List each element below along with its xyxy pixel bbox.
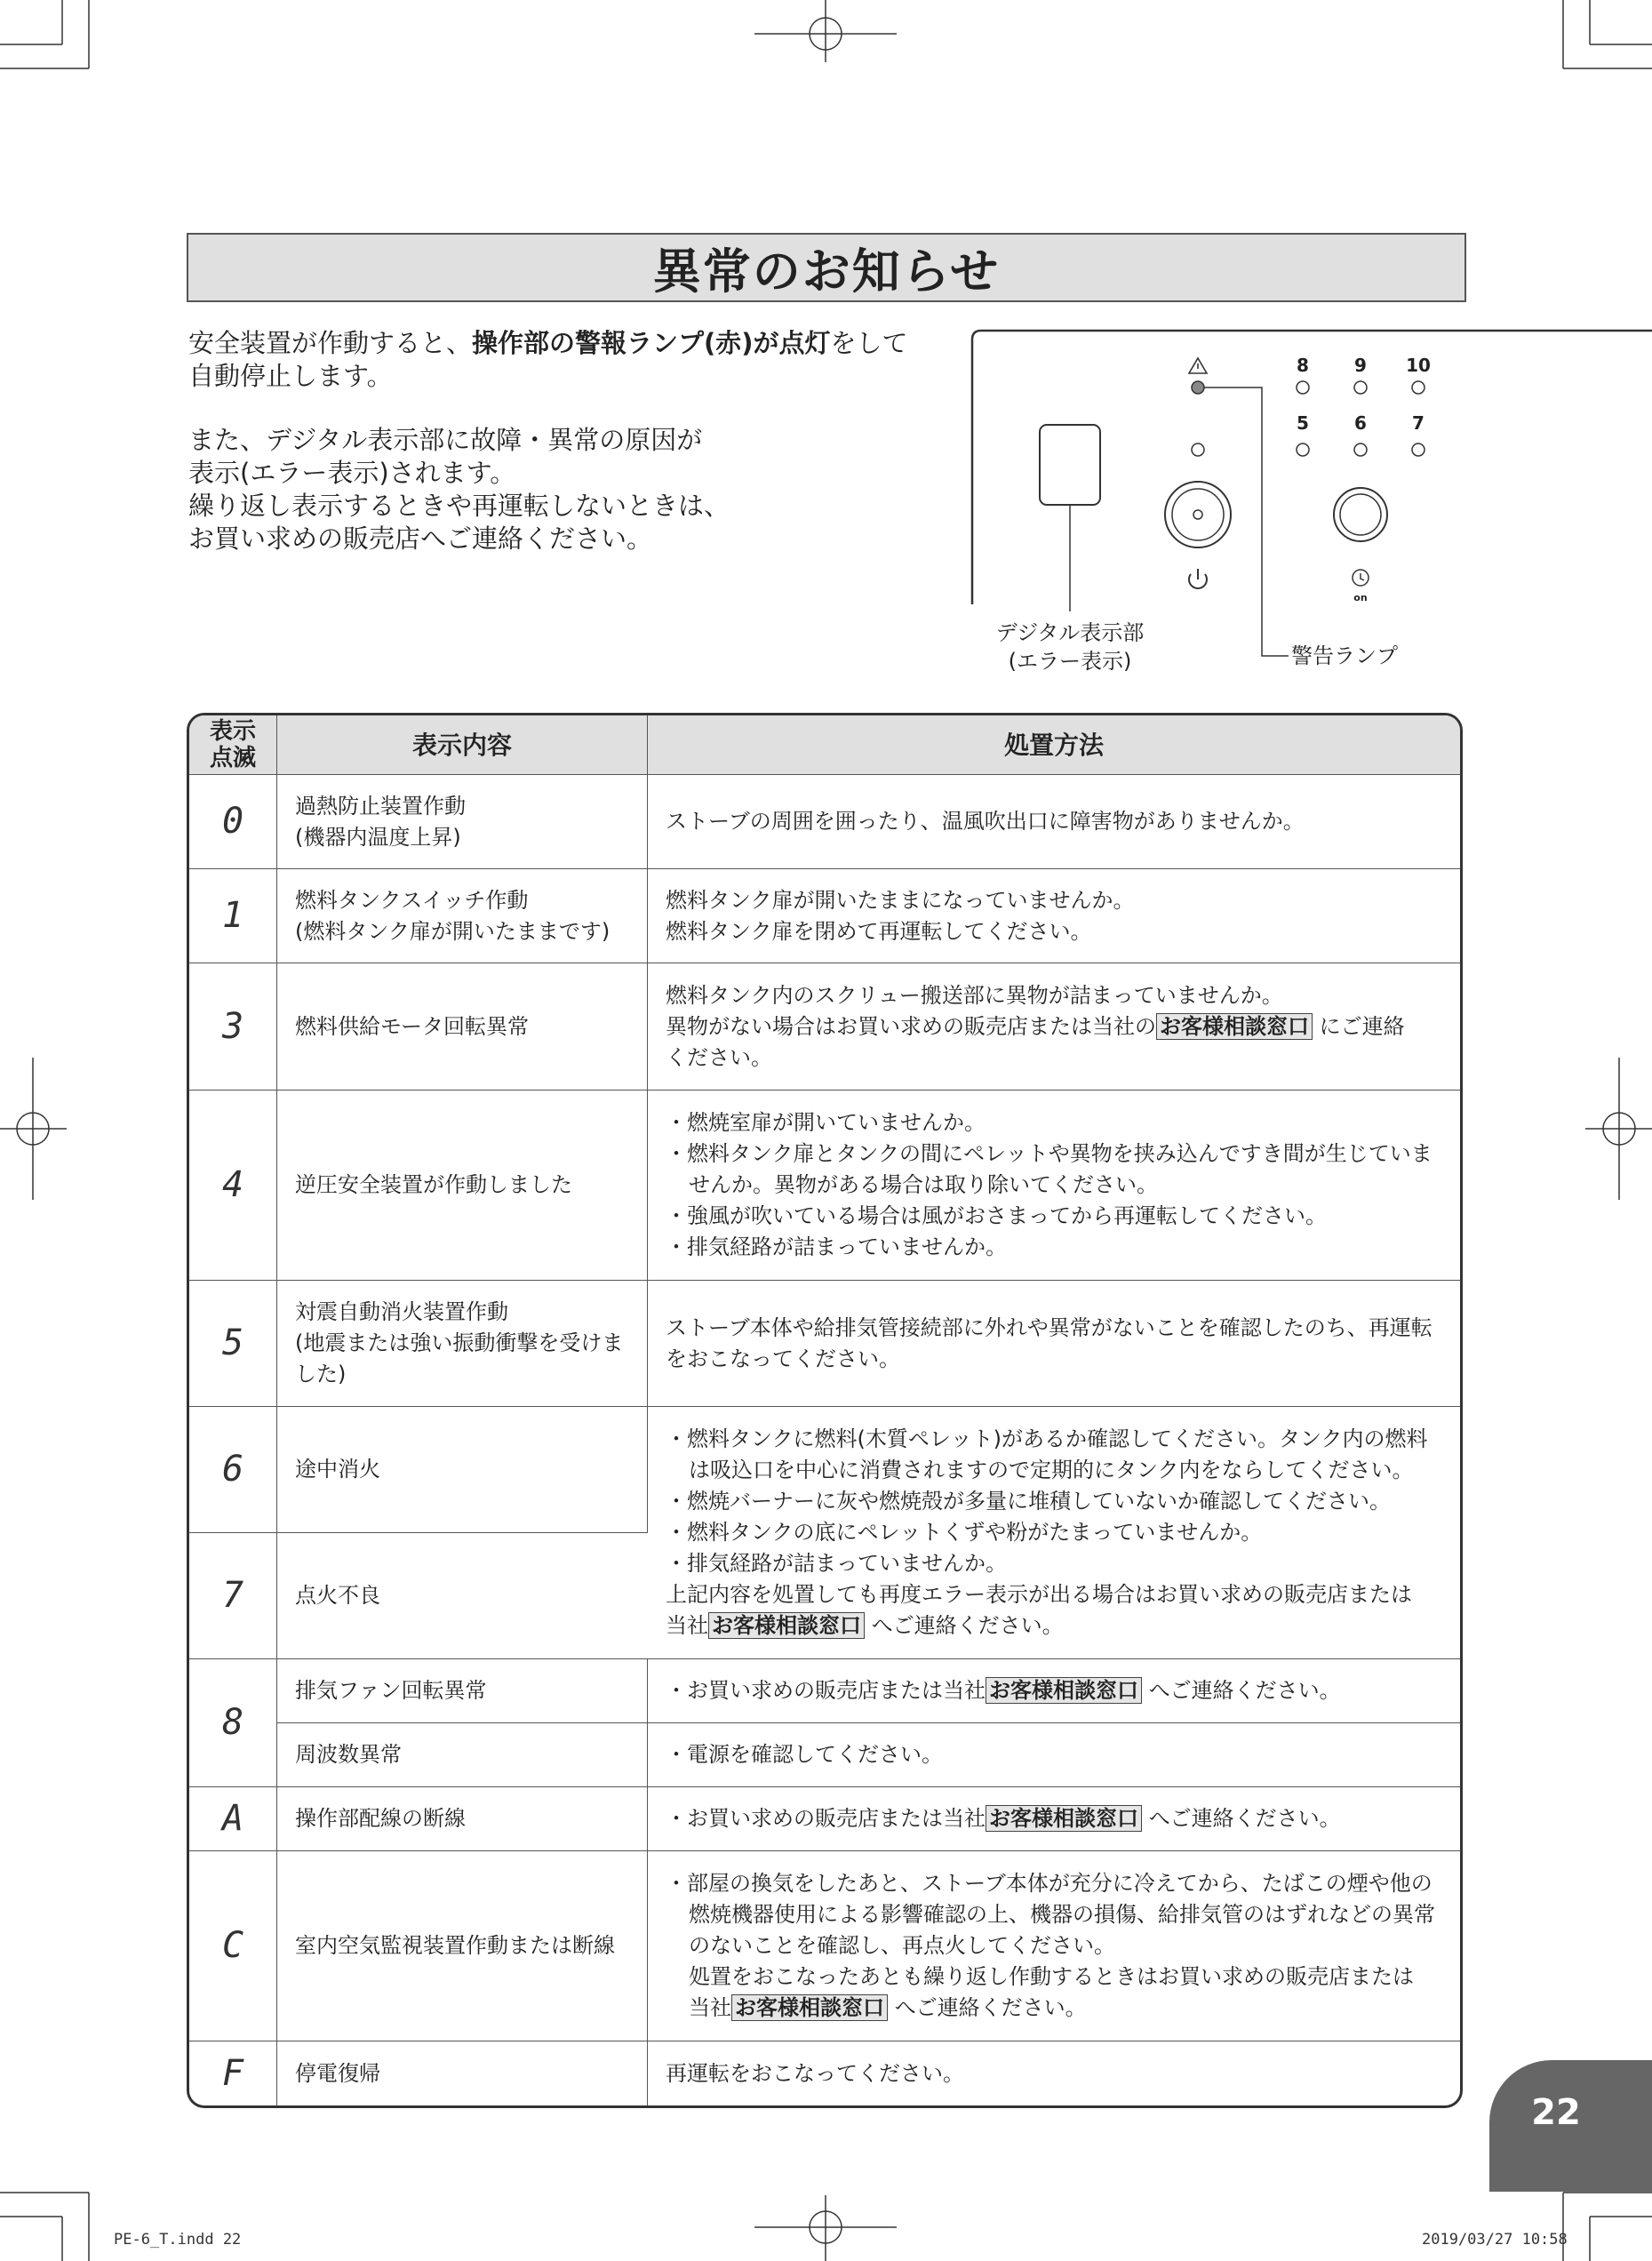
lamp-number-5: 5 (1297, 412, 1309, 434)
lamp-number-8: 8 (1297, 355, 1309, 376)
error-content: 過熱防止装置作動 (機器内温度上昇) (277, 775, 648, 869)
table-row (189, 1281, 1460, 1407)
lamp-number-7: 7 (1412, 412, 1425, 434)
error-action-shared: ・燃料タンクに燃料(木質ペレット)があるか確認してください。タンク内の燃料は吸込口を中心に消費されますので定期的にタンク内をならしてください。 ・燃焼バーナーに灰や燃焼殻が多量に堆積していないか確認してください。 ・燃料タンクの底にペレットくずや粉がたまっていませんか。 ・排気経路が詰まっていませんか。 上記内容を処置しても再度エラー表示が出る場合はお買い求めの販売店または 当社 お客様相談窓口 へご連絡ください。 (648, 1407, 1460, 1659)
error-code: F (189, 2041, 277, 2105)
error-action: 燃料タンク扉が開いたままになっていませんか。 燃料タンク扉を閉めて再運転してください。 (648, 869, 1460, 963)
footer-timestamp: 2019/03/27 10:58 (1422, 2231, 1568, 2249)
error-action (648, 1091, 1460, 1281)
control-panel-diagram (969, 327, 1652, 683)
contact-desk-badge: お客様相談窓口 (1156, 1013, 1313, 1040)
error-content: 停電復帰 (277, 2041, 648, 2105)
display-label-line-1: デジタル表示部 (995, 620, 1145, 645)
bullet-item: ・排気経路が詰まっていませんか。 (666, 1551, 1007, 1576)
page-number-tab (1489, 2060, 1652, 2192)
table-row (189, 1723, 1460, 1787)
table-row (189, 1787, 1460, 1851)
contact-desk-badge: お客様相談窓口 (731, 1994, 888, 2021)
error-action: 燃料タンク内のスクリュー搬送部に異物が詰まっていませんか。 異物がない場合はお買い求めの販売店または当社の お客様相談窓口 にご連絡 ください。 (648, 963, 1460, 1091)
bullet-item: ・燃焼室扉が開いていませんか。 (666, 1110, 986, 1135)
error-content: 燃料供給モータ回転異常 (277, 963, 648, 1091)
error-code: 3 (189, 963, 277, 1091)
table-row (189, 869, 1460, 963)
error-code: 6 (189, 1407, 277, 1533)
error-content: 逆圧安全装置が作動しました (277, 1091, 648, 1281)
error-content: 対震自動消火装置作動 (地震または強い振動衝撃を受けました) (277, 1281, 648, 1407)
table-row (189, 2041, 1460, 2105)
error-code: A (189, 1787, 277, 1851)
error-action: ストーブの周囲を囲ったり、温風吹出口に障害物がありませんか。 (648, 775, 1460, 869)
lamp-number-10: 10 (1406, 355, 1431, 376)
contact-desk-badge: お客様相談窓口 (708, 1612, 865, 1639)
timer-icon (1353, 570, 1369, 586)
footer-filename: PE-6_T.indd 22 (114, 2231, 242, 2249)
table-row (189, 1659, 1460, 1723)
digital-display-window (1040, 425, 1100, 505)
header-content: 表示内容 (277, 715, 648, 775)
bullet-item: ・燃料タンクの底にペレットくずや粉がたまっていませんか。 (666, 1520, 1263, 1545)
error-content: 排気ファン回転異常 (277, 1659, 648, 1723)
page-number: 22 (1531, 2092, 1581, 2133)
warning-lamp-emphasis: 操作部の警報ランプ(赤)が点灯 (472, 328, 831, 358)
error-code: 5 (189, 1281, 277, 1407)
error-action: 再運転をおこなってください。 (666, 2060, 964, 2086)
lamp-number-9: 9 (1354, 355, 1367, 376)
error-code: 7 (189, 1533, 277, 1659)
error-action: ・電源を確認してください。 (648, 1723, 1460, 1787)
warning-triangle-icon (1189, 358, 1207, 373)
error-code: C (189, 1851, 277, 2041)
error-code-table (187, 713, 1463, 2108)
table-header-row (189, 715, 1460, 775)
display-label-line-2: (エラー表示) (1008, 649, 1132, 674)
contact-desk-badge: お客様相談窓口 (986, 1805, 1142, 1832)
error-content: 周波数異常 (277, 1723, 648, 1787)
error-code: 8 (189, 1659, 277, 1787)
warning-lamp-label: 警告ランプ (1291, 643, 1398, 668)
intro-text (188, 327, 917, 587)
error-code: 0 (189, 775, 277, 869)
timer-on-label: on (1353, 592, 1368, 603)
contact-desk-badge: お客様相談窓口 (986, 1677, 1142, 1704)
error-content: 操作部配線の断線 (277, 1787, 648, 1851)
power-icon (1189, 569, 1207, 588)
power-button (1165, 482, 1231, 547)
bullet-item: ・燃焼バーナーに灰や燃焼殻が多量に堆積していないか確認してください。 (666, 1489, 1391, 1514)
table-row (189, 963, 1460, 1091)
intro-paragraph-2: また、デジタル表示部に故障・異常の原因が 表示(エラー表示)されます。 繰り返し表示するときや再運転しないときは、 お買い求めの販売店へご連絡ください。 (188, 425, 730, 554)
error-content: 室内空気監視装置作動または断線 (277, 1851, 648, 2041)
bullet-item: ・燃料タンクに燃料(木質ペレット)があるか確認してください。タンク内の燃料は吸込口を中心に消費されますので定期的にタンク内をならしてください。 (666, 1426, 1428, 1482)
intro-paragraph-1: 安全装置が作動すると、操作部の警報ランプ(赤)が点灯をして 自動停止します。 (188, 328, 908, 391)
error-content: 途中消火 (277, 1407, 648, 1533)
bullet-item: ・部屋の換気をしたあと、ストーブ本体が充分に冷えてから、たばこの煙や他の燃焼機器使用による影響確認の上、機器の損傷、給排気管のはずれなどの異常のないことを確認し、再点火してください。 (666, 1871, 1435, 1958)
page-title: 異常のお知らせ (187, 233, 1466, 302)
bullet-item: ・排気経路が詰まっていませんか。 (666, 1234, 1007, 1259)
header-action: 処置方法 (648, 715, 1460, 775)
lamp-number-6: 6 (1354, 412, 1367, 434)
error-content: 燃料タンクスイッチ作動 (燃料タンク扉が開いたままです) (277, 869, 648, 963)
bullet-item: ・燃料タンク扉とタンクの間にペレットや異物を挟み込んですき間が生じていませんか。異物がある場合は取り除いてください。 (666, 1141, 1433, 1197)
table-row (189, 775, 1460, 869)
power-lamp (1192, 443, 1204, 456)
bullet-item: ・強風が吹いている場合は風がおさまってから再運転してください。 (666, 1203, 1327, 1228)
timer-button (1334, 488, 1387, 541)
header-code: 表示 点滅 (189, 715, 277, 775)
error-code: 1 (189, 869, 277, 963)
error-action: ・お買い求めの販売店または当社 お客様相談窓口 へご連絡ください。 (648, 1787, 1460, 1851)
table-row (189, 1407, 1460, 1533)
error-action: ストーブ本体や給排気管接続部に外れや異常がないことを確認したのち、再運転をおこなってください。 (648, 1281, 1460, 1407)
warning-lamp (1192, 381, 1204, 394)
error-content: 点火不良 (277, 1533, 648, 1659)
error-action: ・部屋の換気をしたあと、ストーブ本体が充分に冷えてから、たばこの煙や他の燃焼機器使用による影響確認の上、機器の損傷、給排気管のはずれなどの異常のないことを確認し、再点火してください。 処置をおこなったあとも繰り返し作動するときはお買い求めの販売店または 当社 お客様相談窓口 へご連絡ください。 (648, 1851, 1460, 2041)
table-row (189, 1851, 1460, 2041)
error-code: 4 (189, 1091, 277, 1281)
error-action: ・お買い求めの販売店または当社 お客様相談窓口 へご連絡ください。 (648, 1659, 1460, 1723)
table-row (189, 1091, 1460, 1281)
